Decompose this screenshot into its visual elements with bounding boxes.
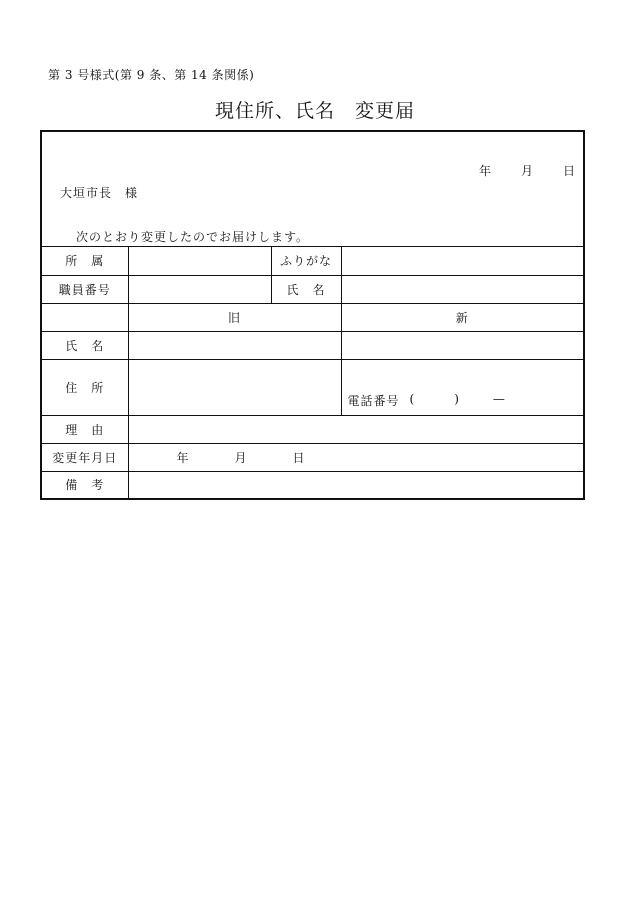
blank-corner-cell [42, 303, 128, 331]
document-title: 現住所、氏名 変更届 [214, 100, 415, 122]
phone-dash: — [492, 391, 505, 406]
name-field-top[interactable] [341, 275, 583, 303]
reason-field[interactable] [128, 415, 583, 443]
table-row [42, 247, 583, 275]
date-month-label: 月 [520, 164, 533, 178]
affiliation-label: 所 属 [42, 247, 128, 275]
form-frame [40, 130, 585, 500]
form-table [42, 247, 583, 498]
change-date-year: 年 [176, 450, 189, 465]
phone-label: 電話番号 [347, 393, 400, 408]
table-row [42, 303, 583, 331]
date-day-label: 日 [562, 164, 575, 178]
remarks-label: 備 考 [42, 471, 128, 498]
table-row [42, 415, 583, 443]
table-row [42, 471, 583, 498]
table-row [42, 359, 583, 415]
statement-text: 次のとおり変更したのでお届けします。 [76, 230, 310, 244]
old-address-field[interactable] [128, 359, 341, 415]
old-column-header: 旧 [128, 303, 341, 331]
table-row [42, 443, 583, 471]
furigana-field[interactable] [341, 247, 583, 275]
change-date-month: 月 [234, 450, 247, 465]
furigana-label: ふりがな [271, 247, 341, 275]
change-date-field[interactable] [128, 443, 583, 471]
phone-number-line [348, 392, 505, 409]
submission-date [479, 162, 575, 179]
phone-open-paren: ( [409, 391, 415, 406]
phone-close-paren: ) [454, 391, 459, 406]
reason-label: 理 由 [42, 415, 128, 443]
new-column-header: 新 [341, 303, 583, 331]
name-label: 氏 名 [42, 331, 128, 359]
affiliation-field[interactable] [128, 247, 271, 275]
table-row [42, 275, 583, 303]
form-header-area [42, 132, 583, 247]
remarks-field[interactable] [128, 471, 583, 498]
change-date-day: 日 [292, 450, 305, 465]
change-date-line [129, 449, 584, 466]
address-label: 住 所 [42, 359, 128, 415]
form-reference: 第 3 号様式(第 9 条、第 14 条関係) [48, 68, 255, 82]
old-name-field[interactable] [128, 331, 341, 359]
addressee: 大垣市長 様 [60, 186, 139, 200]
new-address-field[interactable] [341, 359, 583, 415]
change-date-label: 変更年月日 [42, 443, 128, 471]
date-year-label: 年 [478, 164, 491, 178]
staff-number-label: 職員番号 [42, 275, 128, 303]
table-row [42, 331, 583, 359]
staff-number-field[interactable] [128, 275, 271, 303]
name-label-top: 氏 名 [271, 275, 341, 303]
new-name-field[interactable] [341, 331, 583, 359]
